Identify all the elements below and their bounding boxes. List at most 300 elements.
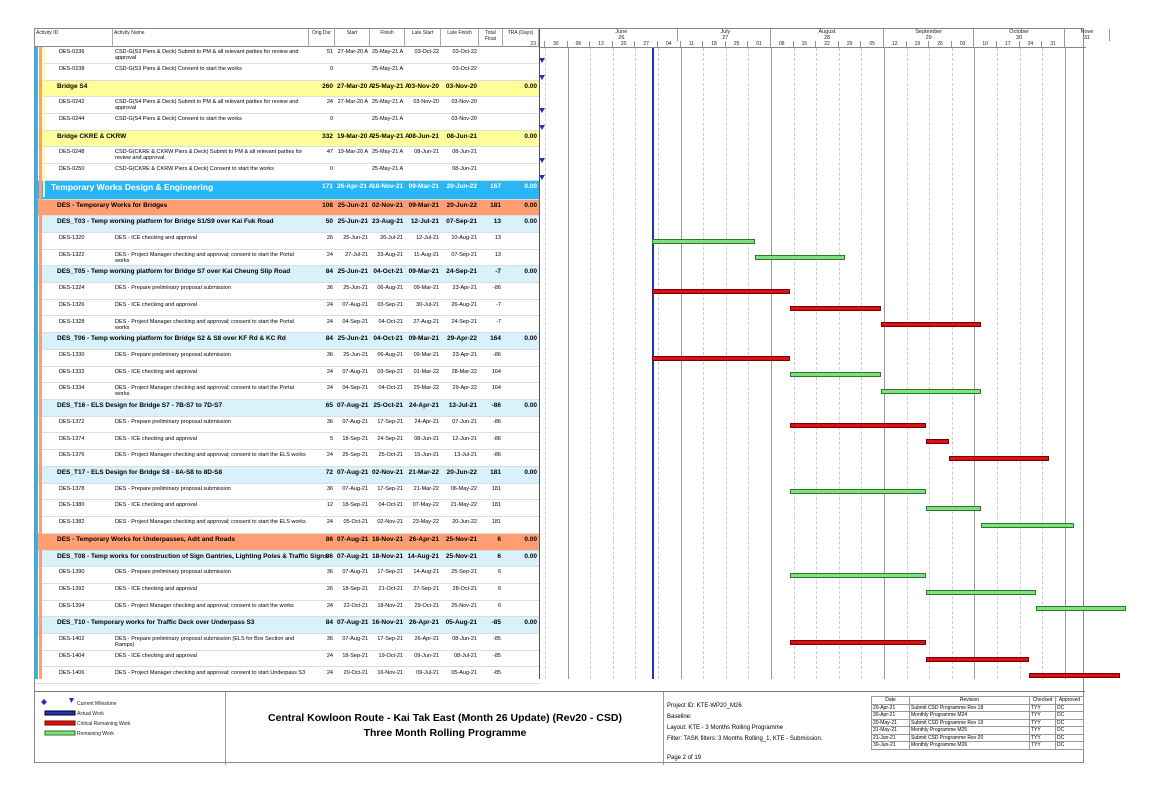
cell-lf: 20-Jun-22 [446,201,477,209]
cell-id: DES-1330 [59,351,85,358]
legend-critical-remaining: Critical Remaining Work [77,721,131,727]
cell-finish: 17-Sep-21 [377,485,403,492]
revision-cell: TYY [1030,734,1056,742]
week-gridline [952,48,953,679]
cell-id: DES-1404 [59,652,85,659]
remaining-bar [790,573,926,578]
week-label: 13 [590,41,613,48]
month-number: 28 [823,35,831,41]
cell-ls: 11-Aug-21 [413,251,439,258]
cell-dur: 0 [329,65,333,72]
remaining-bar [926,590,1036,595]
wbs-row [35,467,539,484]
cell-name: DES - Project Manager checking and approval; consent to start the Portal works [115,251,294,264]
month-name: September [915,29,943,35]
cell-ls: 23-May-22 [412,519,439,526]
header-finish: Finish [370,29,405,47]
cell-tra: 0.00 [524,182,537,190]
header-start: Start [335,29,370,47]
week-label: 30 [545,41,568,48]
cell-start: 22-Oct-21 [343,602,368,609]
cell-start: 27-Mar-20 A [337,49,368,55]
cell-dur: 50 [325,218,333,226]
cell-finish: 26-Jul-21 [380,234,403,241]
cell-tf: 6 [497,569,501,575]
cell-ls: 03-Nov-20 [413,99,439,106]
activity-row [35,64,539,81]
cell-tf: 164 [491,368,501,375]
cell-ls: 26-Apr-21 [414,635,439,642]
week-label: 06 [568,41,591,48]
activity-row [35,634,539,651]
month-name: October [1009,29,1029,35]
legend-remaining: Remaining Work [77,731,114,737]
cell-dur: 332 [322,132,333,140]
cell-finish: 25-May-21 A [372,65,404,72]
week-label: 26 [929,41,952,48]
cell-ls: 29-Mar-22 [413,385,439,392]
cell-name: DES - ICE checking and approval [115,652,197,659]
cell-start: 19-Mar-20 A [337,132,374,140]
cell-finish: 18-Nov-21 [377,602,403,609]
cell-lf: 08-Jul-21 [454,652,477,659]
critical-bar [1029,673,1119,678]
cell-lf: 24-Sep-21 [451,318,477,325]
cell-lf: 25-Nov-21 [451,602,477,609]
week-gridline [681,48,682,679]
revision-cell: DC [1056,712,1084,720]
activity-row [35,601,539,618]
critical-bar [790,306,880,311]
filter: Filter: TASK filters: 3 Months Rolling_1, KTE - Submission. [667,736,823,742]
activity-row [35,500,539,517]
cell-ls: 27-Sep-21 [413,585,439,592]
cell-id: DES-1332 [59,368,85,375]
cell-id: DES-1378 [59,485,85,492]
cell-lf: 03-Nov-20 [445,82,477,90]
cell-start: 25-Jun-21 [337,335,368,343]
cell-ls: 14-Aug-21 [413,569,439,575]
cell-dur: 36 [326,284,333,291]
cell-start: 25-Sep-21 [342,452,368,459]
cell-finish: 17-Sep-21 [377,635,403,642]
cell-finish: 04-Oct-21 [373,268,403,276]
month-name: August [818,29,836,35]
wbs-row [35,216,539,233]
milestone-marker-icon [539,75,545,80]
cell-lf: 25-Nov-21 [445,536,477,543]
cell-ls: 21-Mar-22 [413,485,439,492]
week-label: 01 [748,41,771,48]
cell-name: DES - Project Manager checking and approval; consent to start the Portal works [115,318,294,331]
cell-start: 25-Jun-21 [343,234,368,241]
week-label: 17 [997,41,1020,48]
cell-ls: 09-Mar-21 [408,182,439,190]
cell-lf: 23-Apr-21 [452,284,477,291]
cell-start: 07-Aug-21 [342,569,368,575]
cell-name: DES - ICE checking and approval [115,435,197,442]
week-gridline [635,48,636,679]
activity-row [35,350,539,367]
cell-dur: 24 [326,669,333,676]
header-tra: TRA (Days) [503,29,539,47]
cell-finish: 25-May-21 A [372,166,404,172]
legend-actual-work: Actual Work [77,711,104,717]
month-header [1065,29,1110,41]
cell-finish: 04-Oct-21 [378,385,403,392]
cell-name: DES - Prepare preliminary proposal submission [115,418,231,425]
cell-tf: 6 [497,536,501,543]
cell-finish: 25-May-21 A [372,115,404,122]
cell-name: DES_T05 - Temp working platform for Bridge S7 over Kai Cheung Slip Road [57,268,291,276]
cell-finish: 18-Nov-21 [372,536,404,543]
indent-strip [35,47,51,679]
week-gridline [794,48,795,679]
revision-table [871,696,1084,750]
cell-start: 18-Sep-21 [342,435,368,442]
cell-id: DES-0242 [59,99,85,106]
cell-dur: 51 [326,49,333,55]
week-gridline [997,48,998,679]
activity-row [35,383,539,400]
cell-start: 25-Jun-21 [343,284,368,291]
revision-header-0: Date [872,697,910,705]
week-label: 18 [703,41,726,48]
cell-tf: -86 [493,351,501,358]
cell-ls: 12-Jul-21 [416,234,439,241]
wbs-row [35,266,539,283]
cell-ls: 15-Jun-21 [414,452,439,459]
cell-tf: 13 [494,234,501,241]
cell-name: DES - ICE checking and approval [115,301,197,308]
cell-ls: 26-Apr-21 [409,536,439,543]
activity-row [35,147,539,164]
cell-dur: 24 [326,99,333,106]
cell-id: DES-1392 [59,585,85,592]
cell-start: 25-Jun-21 [337,201,368,209]
cell-name: DES - Project Manager checking and approval; consent to start the ELS works [115,452,306,459]
revision-cell: TYY [1030,704,1056,712]
cell-tf: -86 [493,452,501,459]
cell-name: CSD-G(S4 Piers & Deck) Submit to PM & all relevant parties for review and approval [115,99,299,112]
cell-lf: 10-Aug-21 [451,234,477,241]
cell-ls: 09-Mar-21 [408,335,439,343]
week-gridline [1020,48,1021,679]
cell-finish: 16-Nov-21 [372,619,404,627]
month-number: 27 [722,35,729,41]
week-label: 20 [613,41,636,48]
cell-start: 04-Sep-21 [342,318,368,325]
cell-id: DES-1390 [59,569,85,575]
cell-id: DES-1320 [59,234,85,241]
cell-name: Bridge S4 [57,82,88,90]
milestone-marker-icon [539,58,545,63]
activity-row [35,434,539,451]
critical-bar [926,439,949,444]
cell-start: 25-Jun-21 [343,351,368,358]
cell-finish: 18-Nov-21 [372,182,404,190]
cell-dur: 24 [326,452,333,459]
cell-finish: 21-Oct-21 [378,585,403,592]
cell-tf: -86 [491,402,501,410]
remaining-bar [981,523,1075,528]
cell-lf: 21-May-22 [450,502,477,509]
cell-lf: 23-Apr-21 [452,351,477,358]
cell-lf: 28-Mar-22 [451,368,477,375]
cell-dur: 84 [325,335,333,343]
cell-name: DES - Prepare preliminary proposal submission [115,485,231,492]
month-number: 30 [1016,35,1023,41]
cell-tf: 164 [491,385,501,392]
cell-ls: 03-Oct-22 [414,49,439,55]
cell-name: DES - Prepare preliminary proposal submission [115,351,231,358]
cell-tra: 0.00 [524,536,537,543]
month-name: Nove [1080,29,1094,35]
activity-row [35,47,539,64]
revision-header-3: Approved [1056,697,1084,705]
cell-dur: 0 [329,115,333,122]
cell-ls: 24-Apr-21 [414,418,439,425]
cell-dur: 171 [322,182,333,190]
month-header [884,29,974,41]
cell-lf: 25-Sep-21 [451,569,477,575]
week-label: 10 [974,41,997,48]
cell-dur: 36 [326,635,333,642]
cell-dur: 24 [326,519,333,526]
cell-dur: 36 [326,351,333,358]
cell-name: CSD-G(S3 Piers & Deck) Consent to start the works [115,65,242,72]
cell-ls: 07-May-22 [412,502,439,509]
cell-id: DES-1406 [59,669,85,676]
layout: Layout: KTE - 3 Months Rolling Programme [667,725,784,731]
cell-tf: -85 [493,635,501,642]
revision-cell: Submit CSD Programme Rev 18 [910,704,1030,712]
cell-lf: 12-Jun-21 [452,435,477,442]
week-label: 24 [1020,41,1043,48]
revision-cell: Submit CSD Programme Rev 20 [910,734,1030,742]
cell-name: DES - Project Manager checking and approval; consent to start the Portal works [115,385,294,398]
cell-id: DES-0236 [59,49,85,55]
milestone-marker-icon [539,175,545,180]
critical-bar [790,640,926,645]
revision-cell: TYY [1030,719,1056,727]
week-label: 11 [681,41,704,48]
week-gridline [816,48,817,679]
cell-start: 04-Sep-21 [342,385,368,392]
cell-finish: 16-Nov-21 [377,669,403,676]
week-label: 29 [839,41,862,48]
activity-row [35,367,539,384]
report-subtitle: Three Month Rolling Programme [363,727,527,739]
cell-finish: 06-Aug-21 [377,351,403,358]
week-gridline [929,48,930,679]
revision-cell: DC [1056,719,1084,727]
remaining-bar [652,239,755,244]
cell-start: 26-Apr-21 A [337,182,374,190]
activity-row [35,97,539,114]
critical-bar [790,423,926,428]
cell-lf: 08-Jun-21 [452,635,477,642]
cell-dur: 24 [326,602,333,609]
cell-name: DES_T08 - Temp works for construction of Sign Gantries, Lighting Poles & Traffic Signs [57,552,328,560]
cell-lf: 03-Nov-20 [451,99,477,106]
wbs-row [35,200,539,217]
week-label: 25 [726,41,749,48]
activity-row [35,584,539,601]
cell-tf: 181 [491,485,501,492]
cell-dur: 24 [326,652,333,659]
cell-start: 05-Oct-21 [343,519,368,526]
month-number: 29 [925,35,932,41]
cell-dur: 65 [325,402,333,410]
cell-start: 18-Sep-21 [342,585,368,592]
revision-cell: 20-Apr-21 [872,704,910,712]
cell-tra: 0.00 [524,402,537,410]
revision-cell: Submit CSD Programme Rev 19 [910,719,1030,727]
cell-name: DES - ICE checking and approval [115,502,197,509]
timescale-border [540,47,1086,48]
cell-lf: 03-Oct-22 [452,65,477,72]
project-id: Project ID: KTE-WP20_M26 [667,703,742,709]
cell-ls: 01-Mar-22 [413,368,439,375]
revision-cell: Monthly Programme M24 [910,712,1030,720]
activity-row [35,283,539,300]
cell-dur: 24 [326,251,333,258]
cell-name: DES - ICE checking and approval [115,585,197,592]
cell-finish: 17-Sep-21 [377,569,403,575]
cell-lf: 29-Apr-22 [452,385,477,392]
week-gridline [658,48,659,679]
page-number: Page 2 of 19 [667,755,702,761]
activity-row [35,317,539,334]
revision-cell: 30-Apr-21 [872,712,910,720]
cell-lf: 03-Nov-20 [451,115,477,122]
revision-cell: 21-Jun-21 [872,734,910,742]
cell-start: 27-Jul-21 [345,251,368,258]
cell-finish: 02-Nov-21 [372,469,404,477]
activity-row [35,164,539,181]
cell-name: DES - Temporary Works for Bridges [57,201,168,209]
header-activity-id: Activity ID [35,29,113,47]
baseline: Baseline: [667,714,692,720]
cell-lf: 20-Jun-22 [446,182,477,190]
week-gridline [771,48,772,679]
cell-ls: 03-Nov-20 [407,82,439,90]
cell-id: DES-1380 [59,502,85,509]
header-late-finish: Late Finish [441,29,479,47]
revision-cell: DC [1056,704,1084,712]
cell-id: DES-1324 [59,284,85,291]
cell-finish: 03-Sep-21 [377,301,403,308]
cell-name: DES - Prepare preliminary proposal submission [115,284,231,291]
cell-tf: 164 [490,335,501,343]
cell-id: DES-1334 [59,385,85,392]
cell-name: DES - ICE checking and approval [115,234,197,241]
critical-bar [949,456,1049,461]
cell-finish: 25-Oct-21 [373,402,403,410]
critical-bar [652,356,791,361]
cell-ls: 12-Jul-21 [410,218,439,226]
cell-finish: 25-Oct-21 [378,452,403,459]
report-title: Central Kowloon Route - Kai Tak East (Month 26 Update) (Rev20 - CSD) [268,712,622,724]
cell-name: DES - Project Manager checking and approval; consent to start the works [115,602,294,609]
cell-id: DES-0250 [59,166,85,172]
cell-tf: -86 [493,284,501,291]
cell-dur: 86 [325,536,333,543]
cell-id: DES-1402 [59,635,85,642]
cell-id: DES-1382 [59,519,85,526]
cell-tra: 0.00 [524,552,537,560]
cell-finish: 23-Aug-21 [372,218,404,226]
cell-tf: 181 [490,469,501,477]
cell-start: 07-Aug-21 [337,469,369,477]
cell-name: CSD-G(CKRE & CKRW Piers & Deck) Consent to start the works [115,166,274,172]
cell-tf: -86 [493,418,501,425]
cell-id: DES-1394 [59,602,85,609]
cell-tra: 0.00 [524,201,537,209]
cell-finish: 25-May-21 A [372,82,410,90]
cell-name: DES_T06 - Temp working platform for Bridge S2 & S8 over KF Rd & KC Rd [57,335,286,343]
cell-name: DES - Prepare preliminary proposal submission (ELS for Box Section and Ramps) [115,635,295,648]
cell-name: CSD-G(CKRE & CKRW Piers & Deck) Submit to PM & all relevant parties for review and approval [115,149,303,162]
cell-lf: 08-Jun-21 [452,166,477,172]
cell-lf: 07-Sep-21 [451,251,477,258]
cell-dur: 36 [326,569,333,575]
cell-dur: 26 [326,585,333,592]
cell-finish: 06-Aug-21 [377,284,403,291]
cell-lf: 26-Aug-21 [451,301,477,308]
week-gridline [839,48,840,679]
header-activity-name: Activity Name [113,29,309,47]
activity-row [35,250,539,267]
cell-dur: 24 [326,318,333,325]
cell-lf: 08-Jun-21 [446,132,477,140]
cell-dur: 24 [326,368,333,375]
cell-finish: 25-May-21 A [372,49,404,55]
cell-start: 19-Mar-20 A [337,149,368,156]
cell-lf: 29-Apr-22 [447,335,477,343]
cell-tra: 0.00 [524,268,537,276]
actual-work-swatch [45,711,75,715]
cell-start: 07-Aug-21 [342,485,368,492]
critical-bar [926,657,1029,662]
cell-lf: 28-Oct-21 [452,585,477,592]
cell-finish: 04-Oct-21 [373,335,403,343]
cell-ls: 30-Jul-21 [416,301,439,308]
cell-lf: 05-Aug-21 [445,619,477,627]
cell-lf: 05-Aug-21 [451,669,477,676]
cell-finish: 02-Nov-21 [372,201,404,209]
remaining-bar [1036,606,1126,611]
month-header [565,29,678,41]
wbs-row [35,181,539,200]
remaining-bar [790,489,926,494]
cell-id: DES-1326 [59,301,85,308]
cell-ls: 14-Aug-21 [407,552,439,560]
revision-cell: 20-May-21 [872,719,910,727]
cell-lf: 03-Oct-22 [452,49,477,55]
cell-dur: 72 [325,469,333,477]
cell-start: 07-Aug-21 [337,552,369,560]
remaining-work-swatch [45,731,75,735]
cell-finish: 19-Oct-21 [378,652,403,659]
revision-cell: Monthly Programme M26 [910,742,1030,750]
cell-ls: 24-Apr-21 [409,402,439,410]
cell-finish: 23-Aug-21 [377,251,403,258]
cell-tf: -7 [496,301,501,308]
cell-start: 27-Mar-20 A [337,82,374,90]
week-label: 22 [816,41,839,48]
